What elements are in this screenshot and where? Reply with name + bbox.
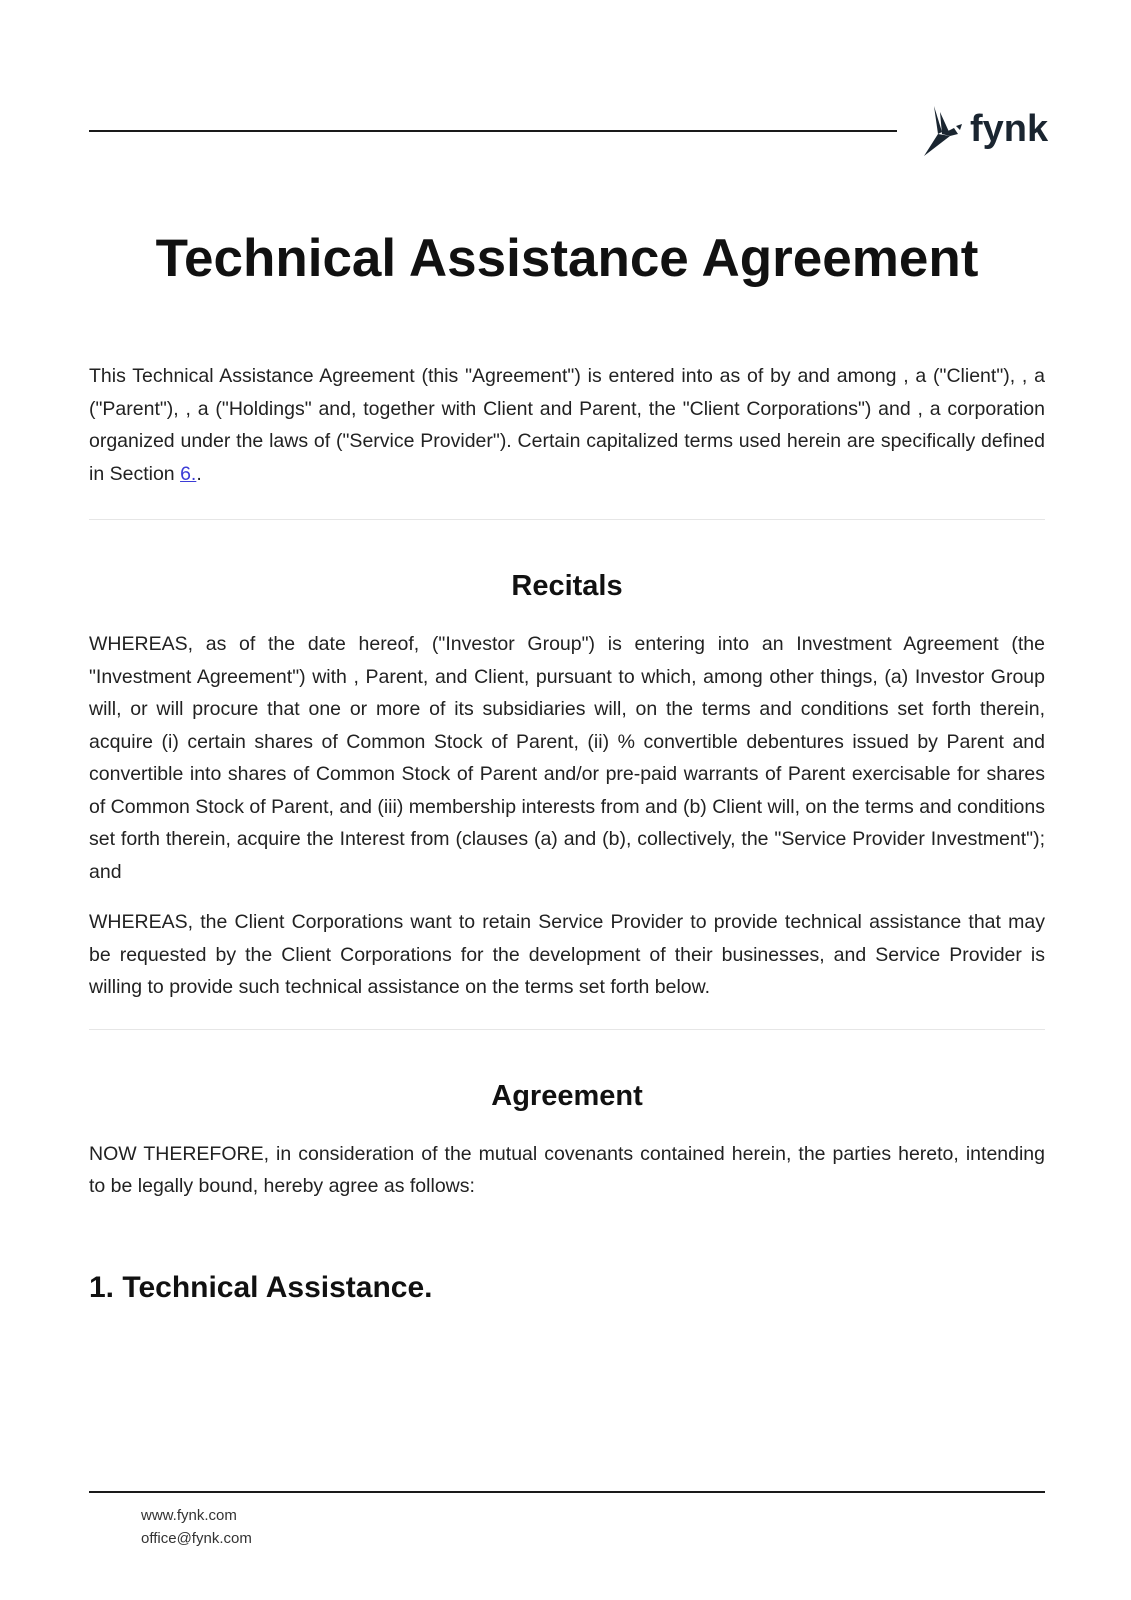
footer-website[interactable]: www.fynk.com <box>141 1507 237 1524</box>
footer-rule <box>89 1491 1045 1493</box>
intro-text: This Technical Assistance Agreement (this "Agreement") is entered into as of by and among , a ("Client"), , a ("Parent"), , a ("Holdings" and, together with Client and Parent, the "Client Corporations") and , a corporation organized under the laws of ("Service Provider"). Certain capitalized terms used herein are specifically defined in Section <box>89 365 1045 485</box>
document-title: Technical Assistance Agreement <box>155 229 979 288</box>
intro-text-end: . <box>196 462 202 485</box>
footer <box>141 1504 252 1550</box>
bird-icon <box>920 104 968 160</box>
intro-paragraph <box>89 360 1045 490</box>
section-6-link[interactable]: 6. <box>180 462 197 485</box>
section-1-heading: 1. Technical Assistance. <box>89 1270 433 1304</box>
header-rule <box>89 130 897 132</box>
document-body <box>89 360 1045 1307</box>
logo-text: fynk <box>970 107 1049 150</box>
recitals-heading: Recitals <box>511 570 623 602</box>
recitals-paragraph-2: WHEREAS, the Client Corporations want to retain Service Provider to provide technical assistance that may be requested by the Client Corporations for the development of their businesses, and Service Provider is willing to provide such technical assistance on the terms set forth below. <box>89 911 1045 998</box>
brand-logo <box>920 104 1050 160</box>
recitals-paragraph-1: WHEREAS, as of the date hereof, ("Investor Group") is entering into an Investment Agreement (the "Investment Agreement") with , Parent, and Client, pursuant to which, among other things, (a) Investor Group will, or will procure that one or more of its subsidiaries will, on the terms and conditions set forth therein, acquire (i) certain shares of Common Stock of Parent, (ii) % convertible debentures issued by Parent and convertible into shares of Common Stock of Parent and/or pre-paid warrants of Parent exercisable for shares of Common Stock of Parent, and (iii) membership interests from and (b) Client will, on the terms and conditions set forth therein, acquire the Interest from (clauses (a) and (b), collectively, the "Service Provider Investment"); and <box>89 633 1045 883</box>
footer-email[interactable]: office@fynk.com <box>141 1530 252 1547</box>
agreement-paragraph: NOW THEREFORE, in consideration of the mutual covenants contained herein, the parties hereto, intending to be legally bound, hereby agree as follows: <box>89 1142 1045 1197</box>
agreement-heading: Agreement <box>491 1079 643 1112</box>
